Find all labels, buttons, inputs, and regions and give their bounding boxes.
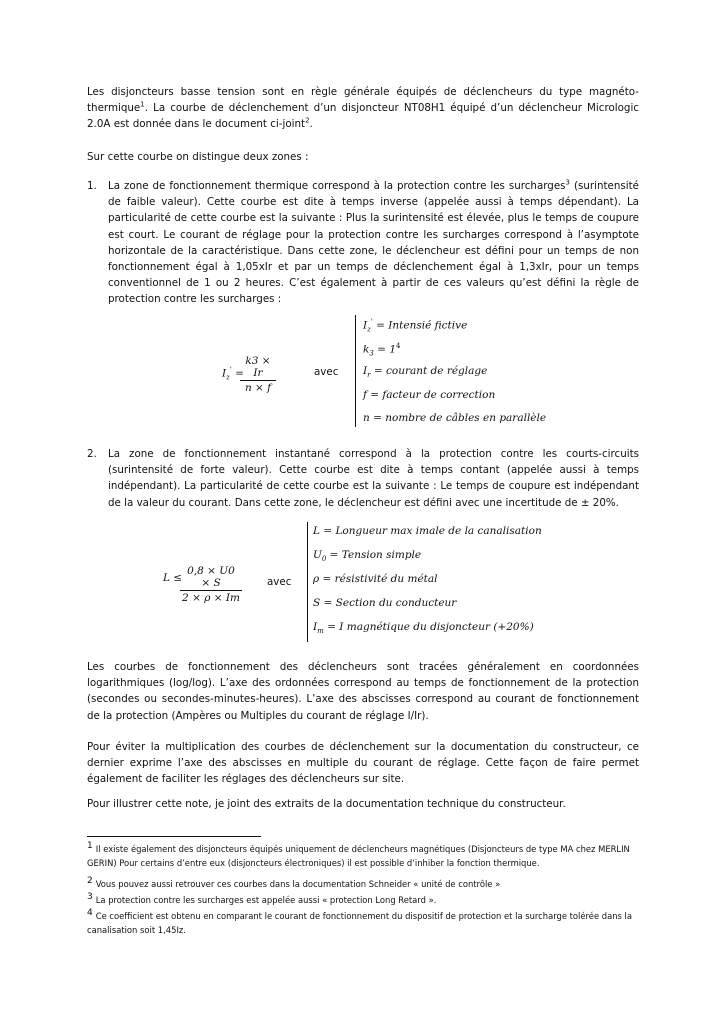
formula1-lhs: $I_z'$ =: [222, 366, 244, 382]
formula2-definition-text: = Section du conducteur: [320, 597, 457, 609]
list-number-1: 1.: [87, 180, 97, 192]
footnote-mark: 4: [87, 908, 93, 919]
formula2-bracket-line: [307, 522, 308, 642]
intro-paragraph: [87, 84, 639, 133]
footnote-4: [87, 909, 647, 937]
formula1-definition-text: = Intensié fictive: [372, 319, 468, 332]
formula2-definition-text: = Tension simple: [326, 549, 422, 561]
footnote-text: Ce coefficient est obtenu en comparant le courant de fonctionnement du dispositif de protection et la surcharge tolérée dans la canalisation soit 1,45Iz.: [87, 911, 633, 935]
formula1-definition-row: [363, 365, 487, 379]
instant-zone-text: La zone de fonctionnement instantané correspond à la protection contre les courts-circuits (surintensité de forte valeur). Cette courbe est dite à temps contant (appelée aussi à temps indépendant). La particularité de cette courbe est la suivante : Le temps de coupure est indépendant de la valeur du courant. Dans cette zone, le déclencheur est défini avec une incertitude de ± 20%.: [108, 448, 639, 509]
formula1-symbol-subscript: z: [367, 325, 371, 334]
formula1-definition-row: [363, 389, 495, 401]
intro-line2: La courbe de déclenchement d’un disjoncteur NT08H1 équipé d’un déclencheur Micrologic 2.0A est donnée dans le document ci-joint: [87, 102, 639, 131]
intro-line2-end: .: [309, 118, 313, 131]
intro-line1: Les disjoncteurs basse tension sont en règle générale équipés de déclencheurs du type magnéto-thermique: [87, 86, 639, 115]
thermal-zone-text-b: (surintensité de faible valeur). Cette courbe est dite à temps inverse (appelée aussi à temps dépendant). La particularité de cette courbe est la suivante : Plus la surintensité est élevée, plus le temps de coupure est court. Le courant de réglage pour la protection contre les surcharges correspond à l’asymptote horizontale de la caractéristique. Dans cette zone, le déclencheur est défini pour un temps de non fonctionnement égal à 1,05xIr et par un temps de déclenchement égal à 1,3xIr, pour un temps conventionnel de 1 ou 2 heures. C’est également à partir de ces valeurs qu’est défini la règle de protection contre les surcharges :: [108, 180, 639, 306]
formula2-symbol: ρ: [313, 573, 320, 585]
footnote-1: [87, 842, 647, 870]
list-number-2: 2.: [87, 448, 97, 460]
footnote-text: Vous pouvez aussi retrouver ces courbes dans la documentation Schneider « unité de contrôle »: [95, 879, 501, 889]
formula2-definition-text: = I magnétique du disjoncteur (+20%): [323, 621, 534, 633]
formula2-definition-row: [313, 573, 438, 585]
formula2-definition-text: = Longueur max imale de la canalisation: [319, 525, 542, 537]
formula2-definition-row: [313, 525, 542, 537]
formula2-symbol-subscript: 0: [321, 555, 327, 564]
footnote-ref-2[interactable]: 2: [305, 116, 310, 125]
formula2-lhs: L ≤: [163, 572, 183, 584]
footnote-ref-3[interactable]: 3: [565, 178, 571, 187]
footnote-2: [87, 877, 647, 891]
footnote-ref-1[interactable]: 1: [140, 100, 145, 109]
paragraph-avoid: Pour éviter la multiplication des courbes de déclenchement sur la documentation du constructeur, ce dernier exprime l’axe des abscisses en multiple du courant de réglage. Cette façon de faire permet également de faciliter les réglages des déclencheurs sur site.: [87, 741, 639, 786]
intro-line1-end: .: [144, 102, 148, 115]
formula2-fraction: [180, 565, 242, 604]
formula2-symbol: S: [313, 597, 321, 609]
footnote-text: Il existe également des disjoncteurs équipés uniquement de déclencheurs magnétiques (Disjoncteurs de type MA chez MERLIN GERIN) Pour certains d’entre eux (disjoncteurs électroniques) il est possible d’inhiber la fonction thermique.: [87, 844, 630, 868]
formula2-numerator: 0,8 × U0 × S: [180, 565, 242, 591]
formula1-symbol: n: [363, 412, 370, 424]
footnote-3: [87, 893, 647, 907]
formula1-symbol-prime: ': [370, 318, 373, 326]
formula1-symbol: k: [363, 343, 370, 355]
formula1-definition-text: = courant de réglage: [370, 365, 488, 377]
formula2-symbol: L: [313, 525, 320, 537]
formula2-symbol: U: [313, 549, 322, 561]
formula1-symbol-subscript: 3: [369, 349, 374, 358]
formula1-fraction: [240, 355, 276, 394]
footnote-mark: 2: [87, 876, 93, 887]
formula2-symbol: I: [313, 621, 318, 633]
paragraph-curves: Les courbes de fonctionnement des déclencheurs sont tracées généralement en coordonnées logarithmiques (log/log). L’axe des ordonnées correspond au temps de fonctionnement de la protection (secondes ou secondes-minutes-heures). L’axe des abscisses correspond au courant de fonctionnement de la protection (Ampères ou Multiples du courant de réglage I/Ir).: [87, 661, 639, 722]
formula2-definition-row: [313, 549, 421, 563]
thermal-zone-text: [108, 178, 639, 308]
formula1-definition-row: [363, 412, 546, 424]
paragraph-illustrate: Pour illustrer cette note, je joint des extraits de la documentation technique du constructeur.: [87, 798, 566, 810]
formula1-symbol: I: [363, 319, 368, 332]
formula1-symbol-subscript: r: [367, 371, 371, 380]
formula1-definition-row: [363, 342, 400, 358]
formula1-definition-row: [363, 318, 467, 334]
formula1-symbol: f: [363, 388, 367, 401]
footnote-mark: 1: [87, 841, 93, 852]
formula2-definition-row: [313, 597, 456, 609]
formula1-symbol: I: [363, 365, 368, 377]
zones-intro: Sur cette courbe on distingue deux zones :: [87, 151, 309, 163]
formula1-definition-text: = nombre de câbles en parallèle: [369, 412, 547, 424]
formula2-symbol-subscript: m: [317, 627, 324, 636]
formula2-avec: avec: [267, 576, 292, 588]
footnote-separator: [87, 836, 261, 837]
formula1-definition-text: = facteur de correction: [366, 388, 496, 401]
footnote-ref-4[interactable]: 4: [396, 341, 401, 350]
formula2-definition-text: = résistivité du métal: [319, 573, 438, 585]
formula1-denominator: n × f: [244, 382, 272, 394]
formula1-definition-text: = 1: [373, 343, 396, 355]
footnote-text: La protection contre les surcharges est appelée aussi « protection Long Retard ».: [95, 895, 437, 905]
formula2-denominator: 2 × ρ × Im: [182, 592, 240, 604]
thermal-zone-text-a: La zone de fonctionnement thermique correspond à la protection contre les surcharges: [108, 180, 566, 192]
formula2-definition-row: [313, 621, 534, 635]
formula1-avec: avec: [314, 366, 339, 378]
formula1-numerator: k3 × Ir: [240, 355, 276, 381]
footnote-mark: 3: [87, 892, 93, 903]
formula1-bracket-line: [355, 315, 356, 427]
